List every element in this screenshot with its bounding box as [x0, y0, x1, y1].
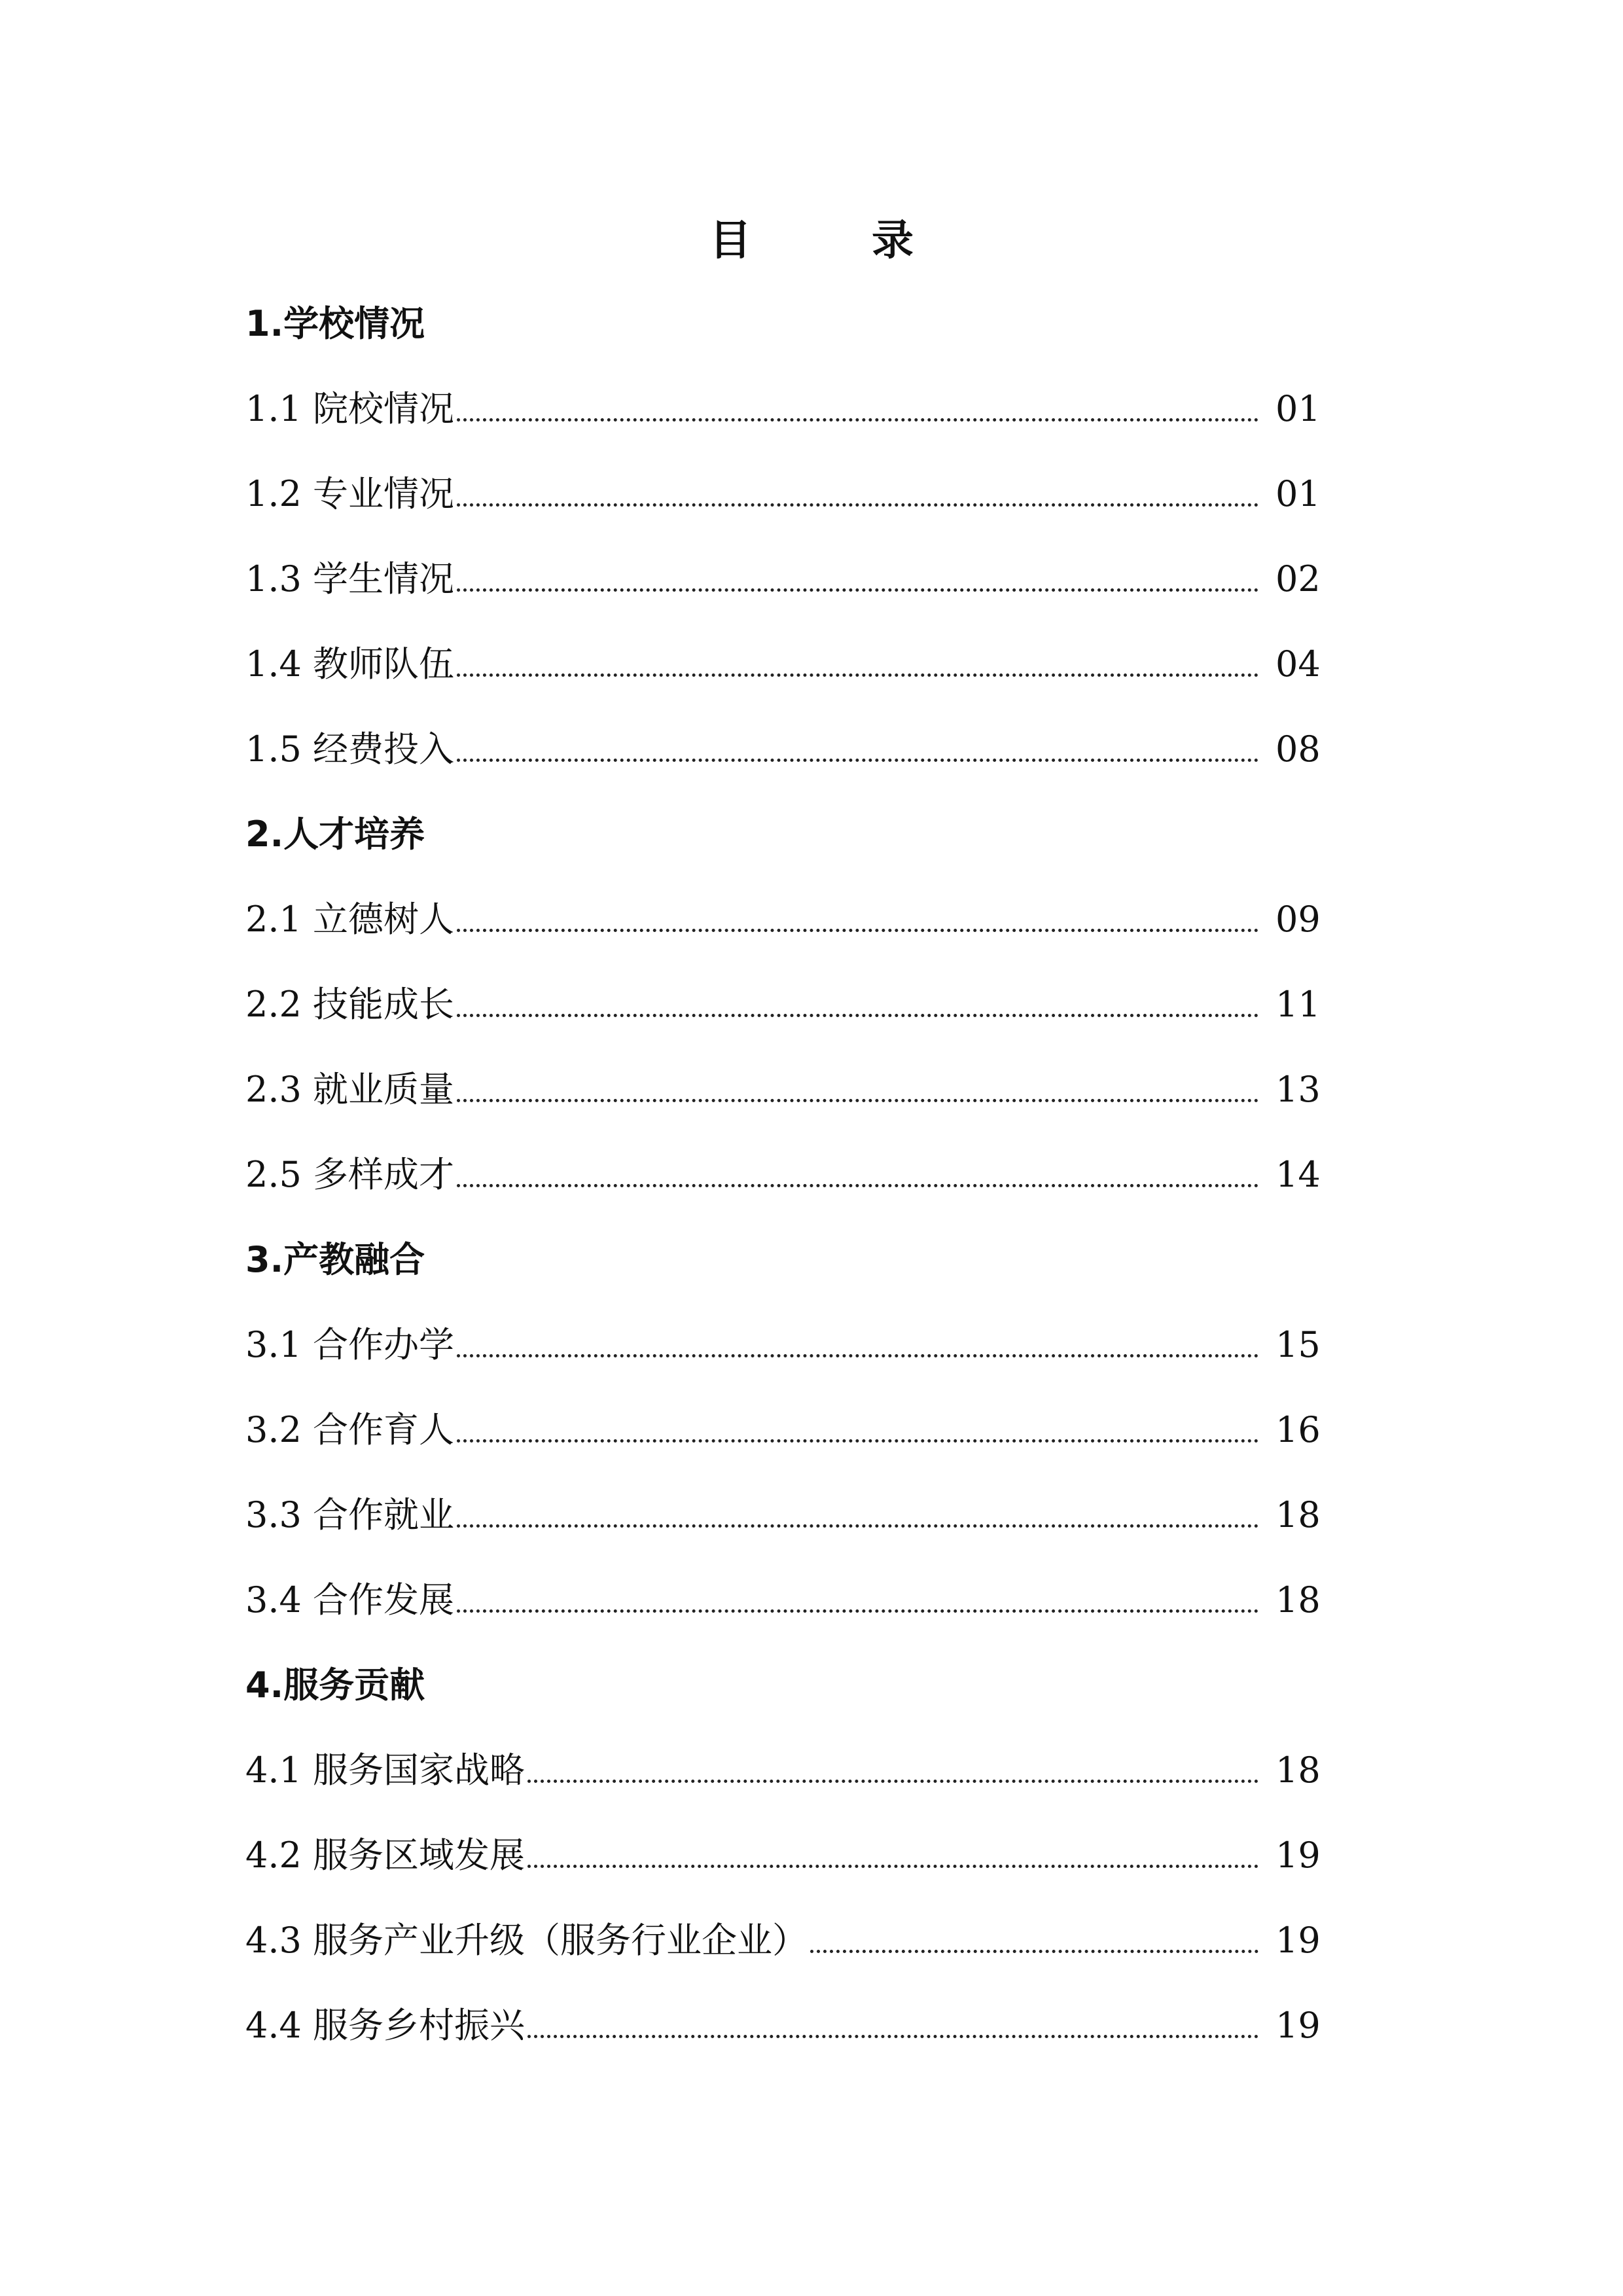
toc-entry[interactable]	[245, 547, 1319, 632]
toc-entry[interactable]	[245, 1312, 1319, 1397]
dot-leader	[457, 376, 1258, 422]
toc-entry[interactable]	[245, 461, 1319, 547]
toc-entry-label: 3.2 合作育人	[245, 1409, 455, 1450]
toc-entry-page: 09	[1275, 899, 1321, 940]
toc-entry-label: 4.4 服务乡村振兴	[245, 2005, 526, 2046]
toc-entry[interactable]	[245, 1738, 1319, 1823]
toc-entry[interactable]	[245, 632, 1319, 717]
toc-entry-page: 19	[1275, 2005, 1321, 2046]
dot-leader	[810, 1908, 1258, 1953]
page-title: 目 录	[709, 217, 953, 265]
toc-entry-label: 4.1 服务国家战略	[245, 1749, 526, 1791]
toc-entry-page: 08	[1275, 728, 1321, 770]
toc-entry-label: 1.4 教师队伍	[245, 643, 455, 685]
toc-entry[interactable]	[245, 1908, 1319, 1993]
dot-leader	[457, 1142, 1258, 1187]
toc-entry[interactable]	[245, 887, 1319, 972]
dot-leader	[457, 717, 1258, 762]
toc-entry-label: 3.4 合作发展	[245, 1579, 455, 1621]
toc-entry-page: 01	[1275, 473, 1321, 514]
toc-entry[interactable]	[245, 1057, 1319, 1142]
toc-entry-page: 19	[1275, 1835, 1321, 1876]
dot-leader	[527, 1823, 1258, 1868]
toc-entry-page: 14	[1275, 1154, 1321, 1195]
dot-leader	[457, 1482, 1258, 1528]
dot-leader	[457, 1568, 1258, 1613]
toc-entry-page: 16	[1275, 1409, 1321, 1450]
toc-entry-page: 01	[1275, 388, 1321, 429]
dot-leader	[457, 1312, 1258, 1357]
toc-entry-label: 3.3 合作就业	[245, 1494, 455, 1535]
toc-entry-label: 2.5 多样成才	[245, 1154, 455, 1195]
dot-leader	[457, 461, 1258, 507]
toc-entry-label: 4.3 服务产业升级（服务行业企业）	[245, 1920, 808, 1961]
dot-leader	[457, 632, 1258, 677]
toc-entry-label: 1.2 专业情况	[245, 473, 455, 514]
toc-entry[interactable]	[245, 1142, 1319, 1227]
dot-leader	[527, 1993, 1258, 2038]
dot-leader	[457, 1057, 1258, 1102]
dot-leader	[457, 972, 1258, 1017]
dot-leader	[457, 547, 1258, 592]
toc-entry[interactable]	[245, 972, 1319, 1057]
toc-entry-page: 18	[1275, 1494, 1321, 1535]
toc-entry-page: 19	[1275, 1920, 1321, 1961]
dot-leader	[527, 1738, 1258, 1783]
toc-entry-page: 11	[1275, 984, 1321, 1025]
toc-entry[interactable]	[245, 717, 1319, 802]
toc-entry[interactable]	[245, 1568, 1319, 1653]
toc-entry[interactable]	[245, 376, 1319, 461]
toc-entry-label: 1.5 经费投入	[245, 728, 455, 770]
toc-entry[interactable]	[245, 1482, 1319, 1568]
toc-entry-page: 04	[1275, 643, 1321, 685]
toc-entry-page: 13	[1275, 1069, 1321, 1110]
toc-entry[interactable]	[245, 1823, 1319, 1908]
toc-entry-label: 2.3 就业质量	[245, 1069, 455, 1110]
toc-entry[interactable]	[245, 1397, 1319, 1482]
toc-section-heading: 2.人才培养	[245, 814, 425, 855]
dot-leader	[457, 1397, 1258, 1443]
toc-section-heading: 4.服务贡献	[245, 1664, 425, 1706]
toc-entry-label: 2.1 立德树人	[245, 899, 455, 940]
toc-entry-page: 02	[1275, 558, 1321, 600]
table-of-contents	[245, 291, 1319, 2078]
toc-entry[interactable]	[245, 1993, 1319, 2078]
toc-entry-label: 3.1 合作办学	[245, 1324, 455, 1365]
toc-entry-page: 18	[1275, 1579, 1321, 1621]
toc-entry-label: 2.2 技能成长	[245, 984, 455, 1025]
toc-entry-page: 15	[1275, 1324, 1321, 1365]
toc-section-heading: 1.学校情况	[245, 303, 425, 344]
toc-section-heading: 3.产教融合	[245, 1239, 425, 1280]
dot-leader	[457, 887, 1258, 932]
toc-entry-page: 18	[1275, 1749, 1321, 1791]
toc-entry-label: 1.3 学生情况	[245, 558, 455, 600]
toc-entry-label: 1.1 院校情况	[245, 388, 455, 429]
toc-entry-label: 4.2 服务区域发展	[245, 1835, 526, 1876]
